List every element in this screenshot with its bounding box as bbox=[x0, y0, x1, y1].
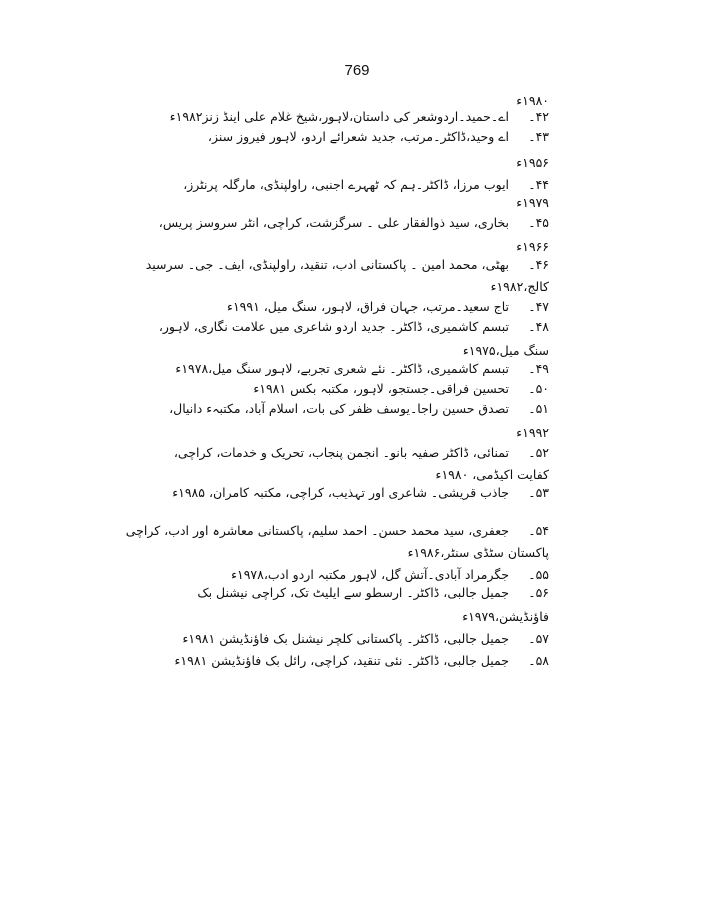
entry-text: تبسم کاشمیری، ڈاکٹر۔ نئے شعری تجربے، لاہور سنگ میل،۱۹۷۸ء bbox=[175, 361, 510, 376]
entry-text: تمنائی، ڈاکٹر صفیہ بانو۔ انجمن پنجاب، تحریک و خدمات، کراچی، bbox=[173, 445, 510, 460]
entry-text: بھٹی، محمد امین ۔ پاکستانی ادب، تنقید، راولپنڈی، ایف۔ جی۔ سرسید bbox=[145, 257, 510, 272]
bibliography-entry-43 bbox=[208, 128, 549, 146]
bibliography-entry-46 bbox=[146, 256, 549, 274]
entry-number: ۵۶۔ bbox=[528, 585, 549, 600]
entry-continuation: سنگ میل،۱۹۷۵ء bbox=[462, 343, 549, 358]
entry-text: ایوب مرزا، ڈاکٹر۔ہم کہ ٹھہرے اجنبی، راولپنڈی، مارگلہ پرنٹرز، bbox=[183, 177, 510, 192]
bibliography-entry-44 bbox=[183, 176, 549, 194]
bibliography-entry-52 bbox=[174, 444, 549, 462]
entry-number: ۴۷۔ bbox=[528, 299, 549, 314]
entry-number: ۴۴۔ bbox=[528, 177, 549, 192]
bibliography-entry-55 bbox=[231, 566, 549, 584]
entry-continuation: فاؤنڈیشن،۱۹۷۹ء bbox=[462, 609, 549, 624]
entry-text: اے۔حمید۔اردوشعر کی داستان،لاہور،شیخ غلام علی اینڈ زنز۱۹۸۲ء bbox=[169, 109, 510, 124]
entry-number: ۵۱۔ bbox=[528, 401, 549, 416]
bibliography-entry-42 bbox=[170, 108, 549, 126]
entry-text: جمیل جالبی، ڈاکٹر۔ ارسطو سے ایلیٹ تک، کراچی نیشنل بک bbox=[197, 585, 510, 600]
bibliography-entry-48 bbox=[159, 318, 549, 336]
entry-number: ۴۲۔ bbox=[528, 109, 549, 124]
entry-text: جاذب قریشی۔ شاعری اور تہذیب، کراچی، مکتبہ کامران، ۱۹۸۵ء bbox=[172, 485, 510, 500]
year-heading: ۱۹۸۰ء bbox=[516, 93, 549, 108]
entry-text: اے وحید،ڈاکٹر۔مرتب، جدید شعرائے اردو، لاہور فیروز سنز، bbox=[207, 129, 510, 144]
entry-text: بخاری، سید ذوالفقار علی ۔ سرگزشت، کراچی، انٹر سروسز پریس، bbox=[158, 215, 510, 230]
entry-number: ۴۵۔ bbox=[528, 215, 549, 230]
entry-text: جمیل جالبی، ڈاکٹر۔ پاکستانی کلچر نیشنل بک فاؤنڈیشن ۱۹۸۱ء bbox=[182, 631, 510, 646]
year-heading: ۱۹۵۶ء bbox=[516, 155, 549, 170]
entry-text: تاج سعید۔مرتب، جہان فراق، لاہور، سنگ میل، ۱۹۹۱ء bbox=[227, 299, 510, 314]
bibliography-entry-50 bbox=[253, 380, 549, 398]
entry-number: ۵۴۔ bbox=[528, 523, 549, 538]
bibliography-entry-53 bbox=[172, 484, 549, 502]
bibliography-entry-45 bbox=[159, 214, 549, 232]
entry-text: جگرمراد آبادی۔آتش گل، لاہور مکتبہ اردو ادب،۱۹۷۸ء bbox=[231, 567, 510, 582]
entry-number: ۴۹۔ bbox=[528, 361, 549, 376]
year-heading: ۱۹۶۶ء bbox=[516, 239, 549, 254]
bibliography-entry-49 bbox=[175, 360, 549, 378]
entry-continuation: کالج،۱۹۸۲ء bbox=[490, 279, 549, 294]
entry-number: ۵۰۔ bbox=[528, 381, 549, 396]
page-number: 769 bbox=[344, 62, 370, 79]
entry-number: ۴۳۔ bbox=[528, 129, 549, 144]
year-heading: ۱۹۹۲ء bbox=[516, 425, 549, 440]
entry-number: ۵۲۔ bbox=[528, 445, 549, 460]
bibliography-entry-57 bbox=[182, 630, 549, 648]
bibliography-entry-54 bbox=[126, 522, 549, 540]
entry-number: ۵۵۔ bbox=[528, 567, 549, 582]
bibliography-entry-58 bbox=[175, 652, 549, 670]
entry-text: جمیل جالبی، ڈاکٹر۔ نئی تنقید، کراچی، رائل بک فاؤنڈیشن ۱۹۸۱ء bbox=[174, 653, 510, 668]
entry-text: جعفری، سید محمد حسن۔ احمد سلیم، پاکستانی معاشرہ اور ادب، کراچی bbox=[125, 523, 510, 538]
entry-number: ۴۶۔ bbox=[528, 257, 549, 272]
year-heading: ۱۹۷۹ء bbox=[516, 195, 549, 210]
entry-text: تصدق حسین راجا۔یوسف ظفر کی بات، اسلام آباد، مکتبہء دانیال، bbox=[169, 401, 510, 416]
entry-text: تبسم کاشمیری، ڈاکٹر۔ جدید اردو شاعری میں علامت نگاری، لاہور، bbox=[158, 319, 510, 334]
bibliography-entry-47 bbox=[227, 298, 549, 316]
entry-text: تحسین فراقی۔جستجو، لاہور، مکتبہ بکس ۱۹۸۱ء bbox=[253, 381, 510, 396]
entry-number: ۵۷۔ bbox=[528, 631, 549, 646]
entry-number: ۵۳۔ bbox=[528, 485, 549, 500]
entry-number: ۴۸۔ bbox=[528, 319, 549, 334]
entry-continuation: کفایت اکیڈمی، ۱۹۸۰ء bbox=[435, 467, 549, 482]
bibliography-entry-56 bbox=[197, 584, 549, 602]
entry-continuation: پاکستان سٹڈی سنٹر،۱۹۸۶ء bbox=[407, 545, 549, 560]
bibliography-entry-51 bbox=[169, 400, 549, 418]
entry-number: ۵۸۔ bbox=[528, 653, 549, 668]
